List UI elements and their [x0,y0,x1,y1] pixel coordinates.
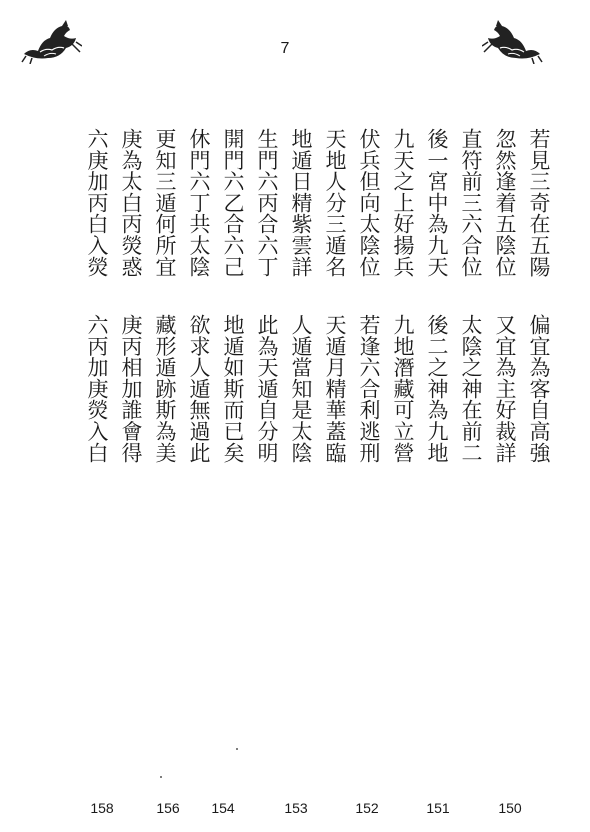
verse-column-lower: 六丙加庚熒入白 [85,314,109,464]
verse-column-upper: 庚為太白丙熒惑 [119,128,143,278]
verse-column-upper: 地遁日精紫雲詳 [289,128,313,278]
verse-column-upper: 若見三奇在五陽 [527,128,551,278]
verse-column-lower: 後二之神為九地 [425,314,449,464]
verse-column-upper: 後一宮中為九天 [425,128,449,278]
verse-column-lower: 庚丙相加誰會得 [119,314,143,464]
verse-column-upper: 開門六乙合六己 [221,128,245,278]
entry-number: 158 [90,800,114,816]
seahorse-dragon-ornament-icon [482,18,544,64]
entry-number: 154 [211,800,235,816]
entry-number: 156 [156,800,180,816]
verse-column-upper: 六庚加丙白入熒 [85,128,109,278]
verse-column-lower: 此為天遁自分明 [255,314,279,464]
verse-column-lower: 偏宜為客自高強 [527,314,551,464]
scan-speck [160,776,162,778]
verse-column-upper: 伏兵但向太陰位 [357,128,381,278]
verse-column-lower: 人遁當知是太陰 [289,314,313,464]
verse-column-upper: 生門六丙合六丁 [255,128,279,278]
verse-column-upper: 天地人分三遁名 [323,128,347,278]
verse-column-upper: 更知三遁何所宜 [153,128,177,278]
verse-column-upper: 忽然逢着五陰位 [493,128,517,278]
entry-number: 153 [284,800,308,816]
verse-column-upper: 九天之上好揚兵 [391,128,415,278]
verse-column-lower: 太陰之神在前二 [459,314,483,464]
verse-column-upper: 休門六丁共太陰 [187,128,211,278]
seahorse-dragon-ornament-icon [20,18,82,64]
verse-column-upper: 直符前三六合位 [459,128,483,278]
verse-column-lower: 地遁如斯而已矣 [221,314,245,464]
entry-number: 150 [498,800,522,816]
entry-number: 151 [426,800,450,816]
verse-column-lower: 欲求人遁無過此 [187,314,211,464]
entry-number: 152 [355,800,379,816]
page-number: 7 [280,40,290,57]
verse-column-lower: 天遁月精華蓋臨 [323,314,347,464]
verse-column-lower: 九地潛藏可立營 [391,314,415,464]
verse-column-lower: 藏形遁跡斯為美 [153,314,177,464]
verse-column-lower: 又宜為主好裁詳 [493,314,517,464]
scan-speck [236,748,238,750]
verse-column-lower: 若逢六合利逃刑 [357,314,381,464]
